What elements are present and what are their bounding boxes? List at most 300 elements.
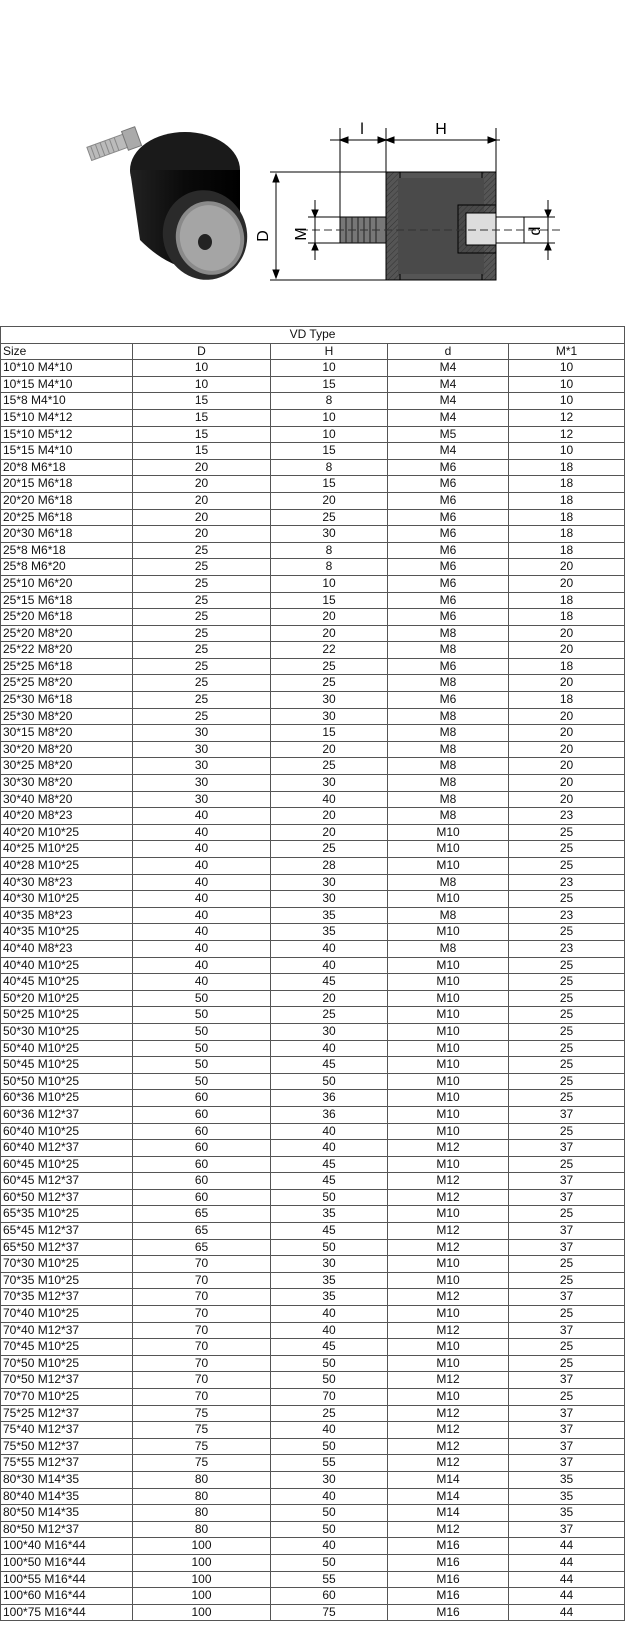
table-cell: 20 xyxy=(271,808,388,825)
table-cell: 35 xyxy=(509,1488,625,1505)
table-row xyxy=(1,1422,625,1439)
table-cell: 25 xyxy=(509,1156,625,1173)
table-cell: 65 xyxy=(133,1223,271,1240)
table-cell: 44 xyxy=(509,1554,625,1571)
table-cell: 25 xyxy=(133,708,271,725)
table-cell: 25 xyxy=(133,592,271,609)
table-cell: 25*10 M6*20 xyxy=(1,575,133,592)
table-cell: 30 xyxy=(271,1471,388,1488)
table-cell: 15 xyxy=(133,443,271,460)
table-cell: 15 xyxy=(271,443,388,460)
table-cell: 37 xyxy=(509,1189,625,1206)
table-row xyxy=(1,957,625,974)
table-row xyxy=(1,625,625,642)
table-cell: M10 xyxy=(388,957,509,974)
table-row xyxy=(1,459,625,476)
table-cell: 36 xyxy=(271,1090,388,1107)
table-row xyxy=(1,1106,625,1123)
table-cell: 70 xyxy=(133,1272,271,1289)
table-cell: M12 xyxy=(388,1189,509,1206)
table-cell: 40 xyxy=(271,791,388,808)
table-cell: 100*55 M16*44 xyxy=(1,1571,133,1588)
table-cell: 10 xyxy=(271,426,388,443)
table-row xyxy=(1,741,625,758)
table-cell: 25 xyxy=(509,990,625,1007)
table-cell: M10 xyxy=(388,1090,509,1107)
table-cell: 37 xyxy=(509,1372,625,1389)
table-cell: 50*25 M10*25 xyxy=(1,1007,133,1024)
table-cell: M10 xyxy=(388,891,509,908)
table-cell: 37 xyxy=(509,1223,625,1240)
table-cell: 45 xyxy=(271,1057,388,1074)
table-cell: 55 xyxy=(271,1571,388,1588)
table-cell: 25 xyxy=(509,1306,625,1323)
table-cell: 44 xyxy=(509,1604,625,1621)
table-cell: M12 xyxy=(388,1322,509,1339)
table-cell: M10 xyxy=(388,858,509,875)
table-cell: 25 xyxy=(133,642,271,659)
table-cell: 50 xyxy=(133,1057,271,1074)
table-cell: 20 xyxy=(509,625,625,642)
table-cell: 30 xyxy=(271,708,388,725)
table-row xyxy=(1,1090,625,1107)
table-cell: 60 xyxy=(133,1140,271,1157)
table-cell: 25 xyxy=(133,625,271,642)
table-cell: 20 xyxy=(133,459,271,476)
table-cell: M6 xyxy=(388,476,509,493)
table-cell: M4 xyxy=(388,393,509,410)
table-cell: 20*20 M6*18 xyxy=(1,492,133,509)
table-row xyxy=(1,974,625,991)
table-body xyxy=(1,360,625,1621)
table-cell: 80*40 M14*35 xyxy=(1,1488,133,1505)
table-row xyxy=(1,1057,625,1074)
table-cell: 25*15 M6*18 xyxy=(1,592,133,609)
table-cell: 40 xyxy=(271,1422,388,1439)
table-cell: 35 xyxy=(509,1505,625,1522)
table-cell: 25 xyxy=(509,1256,625,1273)
table-cell: M8 xyxy=(388,775,509,792)
table-cell: 40 xyxy=(271,1488,388,1505)
table-cell: 20*25 M6*18 xyxy=(1,509,133,526)
table-cell: 70 xyxy=(133,1339,271,1356)
table-cell: 40 xyxy=(133,824,271,841)
table-cell: 20*30 M6*18 xyxy=(1,526,133,543)
table-cell: 15 xyxy=(271,592,388,609)
table-row xyxy=(1,393,625,410)
table-cell: 20 xyxy=(509,559,625,576)
table-cell: 10 xyxy=(271,360,388,377)
table-cell: 45 xyxy=(271,1156,388,1173)
table-cell: 37 xyxy=(509,1239,625,1256)
table-cell: M10 xyxy=(388,841,509,858)
table-cell: 25*20 M8*20 xyxy=(1,625,133,642)
table-cell: 40 xyxy=(133,891,271,908)
table-cell: 50 xyxy=(133,1023,271,1040)
table-cell: 25 xyxy=(509,1073,625,1090)
table-cell: 80*50 M12*37 xyxy=(1,1521,133,1538)
table-cell: 25 xyxy=(509,974,625,991)
table-cell: 75 xyxy=(133,1405,271,1422)
table-cell: 60 xyxy=(133,1123,271,1140)
table-row xyxy=(1,609,625,626)
table-row xyxy=(1,426,625,443)
table-cell: M10 xyxy=(388,1057,509,1074)
table-cell: 37 xyxy=(509,1438,625,1455)
table-row xyxy=(1,575,625,592)
table-cell: 18 xyxy=(509,459,625,476)
table-row xyxy=(1,1223,625,1240)
table-cell: 20 xyxy=(271,990,388,1007)
table-cell: 70*40 M10*25 xyxy=(1,1306,133,1323)
table-cell: 45 xyxy=(271,1339,388,1356)
table-cell: 40*45 M10*25 xyxy=(1,974,133,991)
table-cell: 30*40 M8*20 xyxy=(1,791,133,808)
table-row xyxy=(1,758,625,775)
table-cell: 50 xyxy=(133,1040,271,1057)
table-row xyxy=(1,1372,625,1389)
table-cell: 75 xyxy=(271,1604,388,1621)
table-cell: 25 xyxy=(133,609,271,626)
table-cell: M10 xyxy=(388,1023,509,1040)
table-cell: 18 xyxy=(509,609,625,626)
table-cell: M6 xyxy=(388,692,509,709)
table-cell: 25 xyxy=(509,1123,625,1140)
table-cell: 44 xyxy=(509,1538,625,1555)
table-row xyxy=(1,808,625,825)
table-cell: 60*40 M10*25 xyxy=(1,1123,133,1140)
table-cell: M10 xyxy=(388,1306,509,1323)
table-cell: 23 xyxy=(509,874,625,891)
table-row xyxy=(1,476,625,493)
table-row xyxy=(1,675,625,692)
table-cell: 60 xyxy=(133,1156,271,1173)
table-cell: 20 xyxy=(509,642,625,659)
table-cell: M8 xyxy=(388,907,509,924)
table-cell: M8 xyxy=(388,874,509,891)
table-cell: M10 xyxy=(388,1389,509,1406)
table-cell: M6 xyxy=(388,542,509,559)
table-cell: 45 xyxy=(271,1223,388,1240)
table-cell: 100*60 M16*44 xyxy=(1,1588,133,1605)
table-row xyxy=(1,1554,625,1571)
table-cell: 50 xyxy=(271,1372,388,1389)
table-cell: 40 xyxy=(271,1322,388,1339)
table-row xyxy=(1,1521,625,1538)
header-d-thread: d xyxy=(388,343,509,360)
table-cell: 10*10 M4*10 xyxy=(1,360,133,377)
header-h: H xyxy=(271,343,388,360)
table-cell: M8 xyxy=(388,642,509,659)
table-cell: 40 xyxy=(133,957,271,974)
table-cell: 18 xyxy=(509,476,625,493)
table-cell: 50 xyxy=(271,1073,388,1090)
table-cell: 8 xyxy=(271,393,388,410)
table-cell: 25 xyxy=(133,542,271,559)
table-cell: 23 xyxy=(509,808,625,825)
table-row xyxy=(1,940,625,957)
table-cell: 70*45 M10*25 xyxy=(1,1339,133,1356)
table-cell: 12 xyxy=(509,426,625,443)
table-cell: 8 xyxy=(271,559,388,576)
table-cell: M8 xyxy=(388,741,509,758)
table-cell: M10 xyxy=(388,974,509,991)
table-cell: 60 xyxy=(271,1588,388,1605)
table-cell: 40 xyxy=(133,940,271,957)
table-cell: 37 xyxy=(509,1289,625,1306)
table-cell: 50*20 M10*25 xyxy=(1,990,133,1007)
table-cell: 65*50 M12*37 xyxy=(1,1239,133,1256)
table-cell: M8 xyxy=(388,791,509,808)
table-row xyxy=(1,791,625,808)
table-cell: 100 xyxy=(133,1554,271,1571)
table-cell: 30 xyxy=(271,692,388,709)
table-row xyxy=(1,592,625,609)
table-cell: M10 xyxy=(388,1123,509,1140)
table-cell: 70 xyxy=(133,1289,271,1306)
table-cell: 100 xyxy=(133,1588,271,1605)
table-cell: 100 xyxy=(133,1604,271,1621)
table-cell: 100 xyxy=(133,1571,271,1588)
table-cell: 75 xyxy=(133,1438,271,1455)
table-cell: M10 xyxy=(388,1073,509,1090)
table-row xyxy=(1,1023,625,1040)
table-cell: 75*55 M12*37 xyxy=(1,1455,133,1472)
table-cell: 28 xyxy=(271,858,388,875)
table-row xyxy=(1,1007,625,1024)
table-cell: 40 xyxy=(133,808,271,825)
table-cell: M12 xyxy=(388,1140,509,1157)
table-cell: M16 xyxy=(388,1571,509,1588)
table-row xyxy=(1,990,625,1007)
table-cell: 50*50 M10*25 xyxy=(1,1073,133,1090)
table-cell: 65*45 M12*37 xyxy=(1,1223,133,1240)
label-d: d xyxy=(527,226,544,236)
table-cell: 50 xyxy=(271,1239,388,1256)
table-cell: 50 xyxy=(271,1355,388,1372)
table-cell: 37 xyxy=(509,1140,625,1157)
table-cell: 12 xyxy=(509,409,625,426)
table-cell: M12 xyxy=(388,1223,509,1240)
table-row xyxy=(1,858,625,875)
table-cell: M5 xyxy=(388,426,509,443)
mount-photo xyxy=(86,127,257,290)
table-cell: 70 xyxy=(133,1372,271,1389)
table-cell: M6 xyxy=(388,609,509,626)
table-cell: M8 xyxy=(388,708,509,725)
table-title: VD Type xyxy=(1,327,625,344)
table-cell: 25*20 M6*18 xyxy=(1,609,133,626)
table-cell: 65*35 M10*25 xyxy=(1,1206,133,1223)
table-cell: 18 xyxy=(509,526,625,543)
table-cell: 30*20 M8*20 xyxy=(1,741,133,758)
table-cell: M16 xyxy=(388,1554,509,1571)
table-cell: 70 xyxy=(133,1389,271,1406)
table-cell: 25 xyxy=(509,1023,625,1040)
table-cell: 10 xyxy=(133,376,271,393)
table-cell: 25 xyxy=(509,1040,625,1057)
table-cell: 15 xyxy=(271,376,388,393)
table-cell: 30 xyxy=(133,791,271,808)
table-cell: 70 xyxy=(133,1256,271,1273)
table-cell: 25*8 M6*20 xyxy=(1,559,133,576)
table-cell: 40*40 M8*23 xyxy=(1,940,133,957)
table-cell: M10 xyxy=(388,1040,509,1057)
table-cell: 25 xyxy=(509,1272,625,1289)
table-cell: M16 xyxy=(388,1538,509,1555)
table-cell: 20*8 M6*18 xyxy=(1,459,133,476)
table-cell: 10 xyxy=(271,575,388,592)
table-cell: 40*40 M10*25 xyxy=(1,957,133,974)
table-cell: 50 xyxy=(271,1554,388,1571)
table-cell: 25 xyxy=(509,858,625,875)
table-cell: M10 xyxy=(388,924,509,941)
table-cell: 15 xyxy=(133,393,271,410)
table-cell: 35 xyxy=(509,1471,625,1488)
table-cell: 70*30 M10*25 xyxy=(1,1256,133,1273)
table-cell: 35 xyxy=(271,1206,388,1223)
table-cell: 80 xyxy=(133,1471,271,1488)
table-cell: 10 xyxy=(509,443,625,460)
table-cell: 75*25 M12*37 xyxy=(1,1405,133,1422)
table-cell: 40*30 M10*25 xyxy=(1,891,133,908)
table-cell: 37 xyxy=(509,1455,625,1472)
table-cell: 18 xyxy=(509,592,625,609)
table-cell: 25 xyxy=(271,841,388,858)
table-cell: 20 xyxy=(271,492,388,509)
table-cell: 8 xyxy=(271,459,388,476)
table-row xyxy=(1,1289,625,1306)
table-cell: 10 xyxy=(509,393,625,410)
table-cell: M12 xyxy=(388,1239,509,1256)
table-cell: 25 xyxy=(509,1057,625,1074)
table-row xyxy=(1,1571,625,1588)
table-cell: M10 xyxy=(388,1007,509,1024)
table-row xyxy=(1,443,625,460)
table-cell: M6 xyxy=(388,658,509,675)
table-row xyxy=(1,907,625,924)
table-cell: M10 xyxy=(388,824,509,841)
table-row xyxy=(1,1505,625,1522)
table-cell: 50 xyxy=(133,990,271,1007)
table-row xyxy=(1,1140,625,1157)
table-row xyxy=(1,1405,625,1422)
table-cell: 10 xyxy=(133,360,271,377)
table-cell: 60*45 M12*37 xyxy=(1,1173,133,1190)
table-cell: 40 xyxy=(271,1306,388,1323)
table-cell: 15*8 M4*10 xyxy=(1,393,133,410)
table-cell: 40*35 M8*23 xyxy=(1,907,133,924)
table-cell: 60*50 M12*37 xyxy=(1,1189,133,1206)
table-cell: 70 xyxy=(271,1389,388,1406)
table-cell: 80*50 M14*35 xyxy=(1,1505,133,1522)
table-cell: 25*30 M8*20 xyxy=(1,708,133,725)
table-cell: 30 xyxy=(271,1023,388,1040)
table-cell: 37 xyxy=(509,1106,625,1123)
table-cell: 100 xyxy=(133,1538,271,1555)
table-cell: 25 xyxy=(133,575,271,592)
table-cell: 40 xyxy=(271,1538,388,1555)
table-cell: M4 xyxy=(388,443,509,460)
table-cell: 18 xyxy=(509,509,625,526)
table-cell: 30*15 M8*20 xyxy=(1,725,133,742)
table-row xyxy=(1,725,625,742)
table-row xyxy=(1,824,625,841)
table-cell: 40 xyxy=(271,1140,388,1157)
table-cell: 20*15 M6*18 xyxy=(1,476,133,493)
table-cell: 25 xyxy=(271,675,388,692)
table-cell: 44 xyxy=(509,1588,625,1605)
table-cell: 25 xyxy=(509,1389,625,1406)
table-cell: 40 xyxy=(133,974,271,991)
table-cell: 25 xyxy=(509,957,625,974)
table-row xyxy=(1,1239,625,1256)
table-cell: 100*40 M16*44 xyxy=(1,1538,133,1555)
table-row xyxy=(1,1206,625,1223)
table-cell: M8 xyxy=(388,808,509,825)
table-cell: 40*28 M10*25 xyxy=(1,858,133,875)
table-row xyxy=(1,1538,625,1555)
table-cell: 40 xyxy=(133,874,271,891)
table-cell: M8 xyxy=(388,758,509,775)
table-cell: 25*30 M6*18 xyxy=(1,692,133,709)
spec-table xyxy=(0,326,625,1621)
table-cell: M10 xyxy=(388,1106,509,1123)
table-cell: 75 xyxy=(133,1455,271,1472)
table-cell: M8 xyxy=(388,625,509,642)
table-cell: 25 xyxy=(509,1090,625,1107)
table-row xyxy=(1,1073,625,1090)
table-cell: 50 xyxy=(271,1189,388,1206)
table-cell: 50 xyxy=(271,1521,388,1538)
technical-drawing xyxy=(270,128,560,280)
table-row xyxy=(1,526,625,543)
table-row xyxy=(1,492,625,509)
table-cell: 15*10 M5*12 xyxy=(1,426,133,443)
table-cell: 40*35 M10*25 xyxy=(1,924,133,941)
table-cell: M6 xyxy=(388,592,509,609)
table-cell: 70 xyxy=(133,1322,271,1339)
table-cell: M12 xyxy=(388,1372,509,1389)
table-row xyxy=(1,924,625,941)
table-row xyxy=(1,1306,625,1323)
table-cell: 70*40 M12*37 xyxy=(1,1322,133,1339)
table-cell: 40 xyxy=(271,940,388,957)
table-cell: 50 xyxy=(271,1438,388,1455)
table-cell: 20 xyxy=(509,758,625,775)
table-cell: 25 xyxy=(271,1007,388,1024)
table-cell: 25 xyxy=(133,559,271,576)
table-cell: 18 xyxy=(509,658,625,675)
table-cell: 20 xyxy=(509,575,625,592)
table-cell: 100*50 M16*44 xyxy=(1,1554,133,1571)
table-cell: 40 xyxy=(133,924,271,941)
table-cell: M12 xyxy=(388,1521,509,1538)
table-cell: 60*36 M10*25 xyxy=(1,1090,133,1107)
table-cell: 18 xyxy=(509,492,625,509)
table-cell: 15*15 M4*10 xyxy=(1,443,133,460)
table-cell: 40 xyxy=(133,907,271,924)
table-cell: 25 xyxy=(509,1339,625,1356)
table-row xyxy=(1,1455,625,1472)
table-cell: 20 xyxy=(271,625,388,642)
table-cell: 75*50 M12*37 xyxy=(1,1438,133,1455)
table-cell: M14 xyxy=(388,1505,509,1522)
table-cell: 15*10 M4*12 xyxy=(1,409,133,426)
table-cell: 44 xyxy=(509,1571,625,1588)
table-cell: M12 xyxy=(388,1455,509,1472)
table-cell: 35 xyxy=(271,1289,388,1306)
